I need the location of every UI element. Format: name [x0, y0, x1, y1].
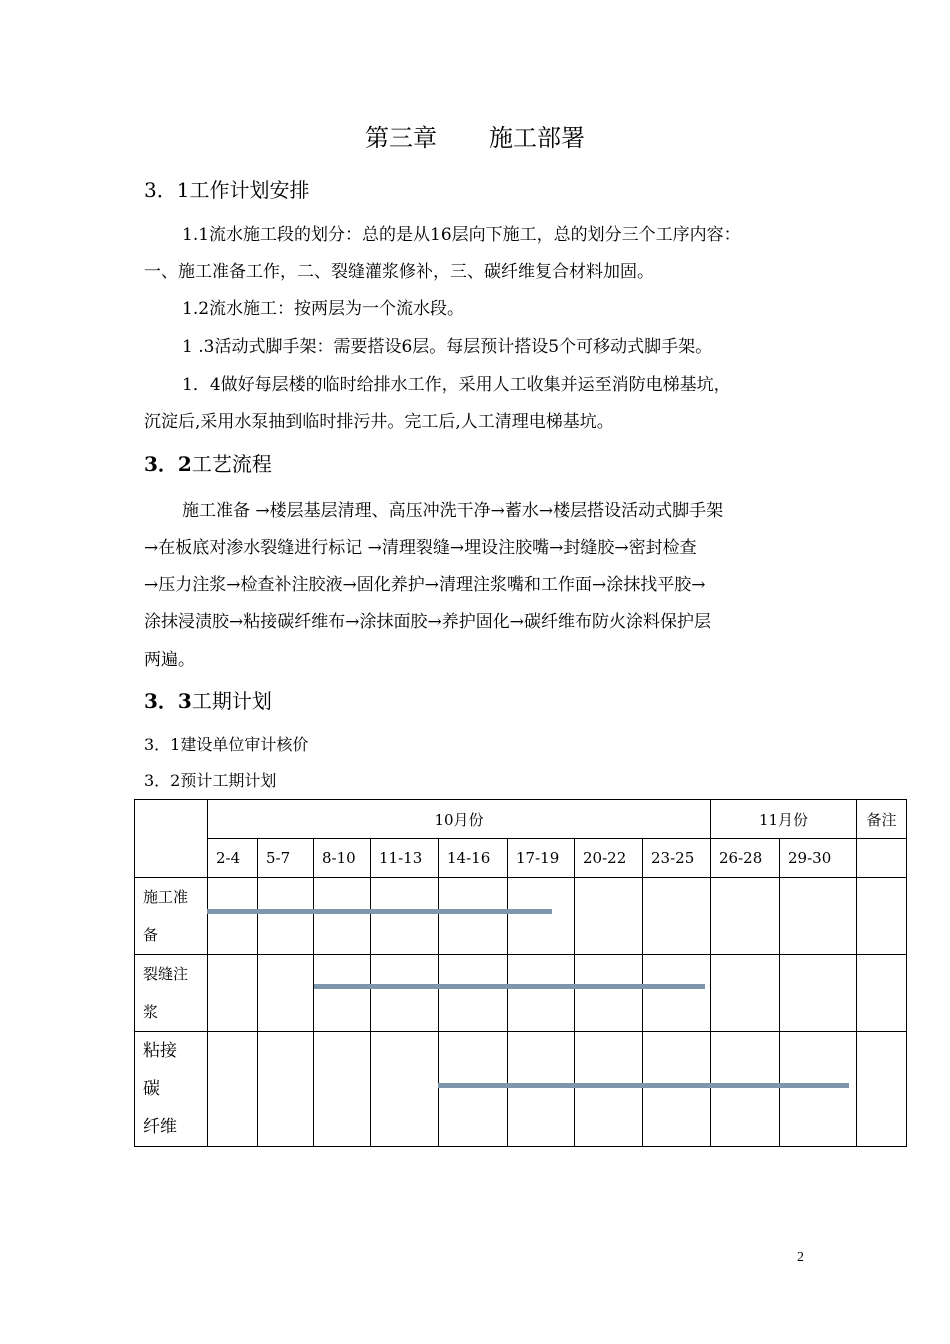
paragraph-1-4-line2: 沉淀后,采用水泵抽到临时排污井。完工后,人工清理电梯基坑。 [144, 412, 614, 432]
schedule-month-row [135, 800, 907, 839]
period-cell: 2-4 [208, 839, 258, 878]
period-cell: 8-10 [314, 839, 371, 878]
subsection-3-2: 3．2预计工期计划 [144, 771, 277, 790]
page-number: 2 [797, 1250, 804, 1265]
period-cell: 5-7 [258, 839, 314, 878]
process-line-3: →压力注浆→检查补注胶液→固化养护→清理注浆嘴和工作面→涂抹找平胶→ [144, 575, 706, 595]
paragraph-1-3: 1 .3活动式脚手架：需要搭设6层。每层预计搭设5个可移动式脚手架。 [182, 337, 713, 357]
period-cell: 23-25 [643, 839, 711, 878]
paragraph-1-2: 1.2流水施工：按两层为一个流水段。 [182, 299, 465, 319]
corner-cell [135, 800, 208, 878]
gantt-bar-grouting [314, 984, 705, 989]
schedule-period-row [135, 839, 907, 878]
section-heading-3-3 [144, 685, 272, 714]
section-heading-3-2 [144, 448, 272, 477]
process-line-5: 两遍。 [144, 650, 195, 670]
remark-cell [857, 839, 907, 878]
paragraph-1-4-line1: 1．4做好每层楼的临时给排水工作，采用人工收集并运至消防电梯基坑， [182, 375, 731, 395]
period-cell: 17-19 [508, 839, 575, 878]
paragraph-1-1-line2: 一、施工准备工作，二、裂缝灌浆修补，三、碳纤维复合材料加固。 [144, 262, 654, 282]
month-october: 10月份 [208, 800, 711, 839]
heading-number: 3．2 [144, 452, 192, 476]
task-label: 裂缝注 浆 [135, 955, 208, 1032]
section-heading-3-1: 3．1工作计划安排 [144, 178, 310, 202]
period-cell: 29-30 [780, 839, 857, 878]
chapter-name: 施工部署 [489, 124, 585, 152]
process-line-2: →在板底对渗水裂缝进行标记 →清理裂缝→埋设注胶嘴→封缝胶→密封检查 [144, 538, 697, 558]
period-cell: 20-22 [575, 839, 643, 878]
period-cell: 14-16 [439, 839, 508, 878]
subsection-3-1: 3．1建设单位审计核价 [144, 735, 309, 754]
paragraph-1-1-line1: 1.1流水施工段的划分：总的是从16层向下施工，总的划分三个工序内容： [182, 225, 741, 245]
task-row-grouting [135, 955, 907, 1032]
heading-text: 工艺流程 [191, 452, 272, 476]
chapter-title [0, 118, 950, 153]
task-label: 施工准 备 [135, 878, 208, 955]
task-label: 粘接 碳 纤维 [135, 1032, 208, 1147]
schedule-table [134, 799, 907, 1147]
month-november: 11月份 [711, 800, 857, 839]
heading-number: 3．3 [144, 689, 192, 713]
gantt-bar-carbon-fiber [438, 1083, 849, 1088]
gantt-bar-preparation [207, 909, 552, 914]
process-line-4: 涂抹浸渍胶→粘接碳纤维布→涂抹面胶→养护固化→碳纤维布防火涂料保护层 [144, 612, 711, 632]
task-row-preparation [135, 878, 907, 955]
remark-header: 备注 [857, 800, 907, 839]
period-cell: 11-13 [371, 839, 439, 878]
process-line-1: 施工准备 →楼层基层清理、高压冲洗干净→蓄水→楼层搭设活动式脚手架 [182, 501, 724, 521]
task-row-carbon-fiber [135, 1032, 907, 1147]
period-cell: 26-28 [711, 839, 780, 878]
heading-text: 工期计划 [191, 689, 272, 713]
chapter-number: 第三章 [365, 124, 437, 152]
